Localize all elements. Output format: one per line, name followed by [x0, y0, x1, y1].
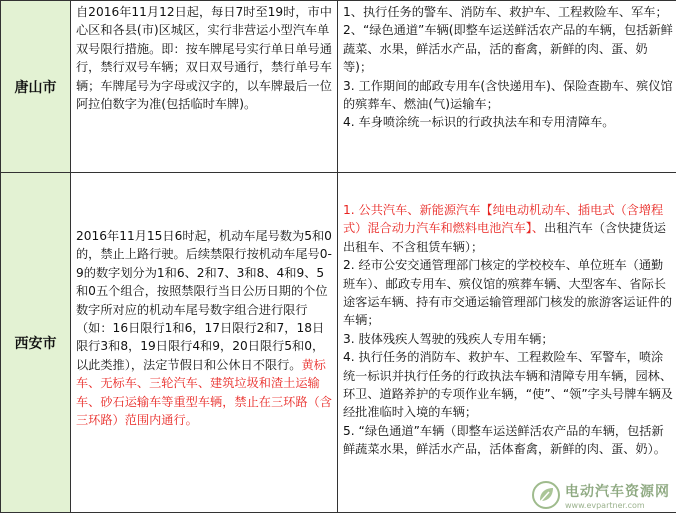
city-cell	[1, 1, 71, 173]
exempt-item: 2、“绿色通道”车辆(即整车运送鲜活农产品的车辆，包括新鲜蔬菜、水果，鲜活水产品，活的畜禽，新鲜的肉、蛋、奶等)；	[343, 23, 673, 75]
exempt-item: 1、执行任务的警车、消防车、救护车、工程救险车、军车；	[343, 5, 668, 19]
watermark	[531, 480, 670, 510]
rule-text-highlight: 黄标车、无标车、三轮汽车、建筑垃圾和渣土运输车、砂石运输车等重型车辆，禁止在三环路（含三环路）范围内通行。	[76, 357, 332, 428]
exempt-cell	[338, 1, 676, 173]
rule-text: 2016年11月15日6时起，机动车尾号数为5和0的，禁止上路行驶。后续禁限行按机动车尾号0-9的数字划分为1和6、2和7、3和8、4和9、5和0五个组合，按照禁限行当日公历日期的个位数字所对应的机动车尾号数字组合进行限行（如：16日限行1和6，17日限行2和7，18日限行3和8，19日限行4和9，20日限行5和0，以此类推），法定节假日和公休日不限行。	[76, 229, 332, 372]
city-cell	[1, 173, 71, 513]
exempt-item: 5. “绿色通道”车辆（即整车运送鲜活农产品的车辆，包括新鲜蔬菜水果，鲜活水产品，活体畜禽，新鲜的肉、蛋、奶）。	[343, 423, 666, 457]
exempt-item: 2. 经市公安交通管理部门核定的学校校车、单位班车（通勤班车）、邮政专用车、殡仪馆的殡葬车辆、大型客车、省际长途客运车辆、持有市交通运输管理部门核发的旅游客运证件的车辆；	[343, 258, 673, 328]
leaf-plug-icon	[531, 480, 561, 510]
watermark-url: www.evpartner.com	[565, 500, 645, 510]
rule-cell	[71, 1, 338, 173]
exempt-item: 4. 车身喷涂统一标识的行政执法车和专用清障车。	[343, 115, 615, 130]
table-row-tangshan	[1, 1, 676, 173]
exempt-item-highlight: 1. 公共汽车、新能源汽车【纯电动机动车、插电式（含增程式）混合动力汽车和燃料电池汽车】、	[343, 203, 664, 236]
exempt-item: 3. 肢体残疾人驾驶的残疾人专用车辆；	[343, 331, 554, 346]
watermark-cn: 电动汽车资源网	[565, 483, 670, 500]
exempt-item: 3. 工作期间的邮政专用车(含快递用车)、保险查勘车、殡仪馆的殡葬车、燃油(气)运输车；	[343, 78, 673, 112]
rule-cell	[71, 173, 338, 513]
exempt-item: 4. 执行任务的消防车、救护车、工程救险车、军警车，喷涂统一标识并执行任务的行政执法车辆和清障专用车辆，园林、环卫、道路养护的专项作业车辆，“使”、“领”字头号牌车辆及经批准临时入境的车辆；	[343, 350, 673, 420]
exempt-cell	[338, 173, 676, 513]
exempt-item: 出租汽车（含快捷货运出租车、不含租赁车辆）；	[343, 221, 666, 254]
city-name: 西安市	[14, 335, 57, 352]
table-row-xian	[1, 173, 676, 513]
city-name: 唐山市	[14, 79, 57, 96]
rule-text: 自2016年11月12日起，每日7时至19时，市中心区和各县(市)区城区，实行非营运小型汽车单双号限行措施。即：按车牌尾号实行单日单号通行，禁行双号车辆；双日双号通行，禁行单号车辆；车牌尾号为字母或汉字的，以车牌最后一位阿拉伯数字为准(包括临时车牌)。	[76, 5, 332, 112]
